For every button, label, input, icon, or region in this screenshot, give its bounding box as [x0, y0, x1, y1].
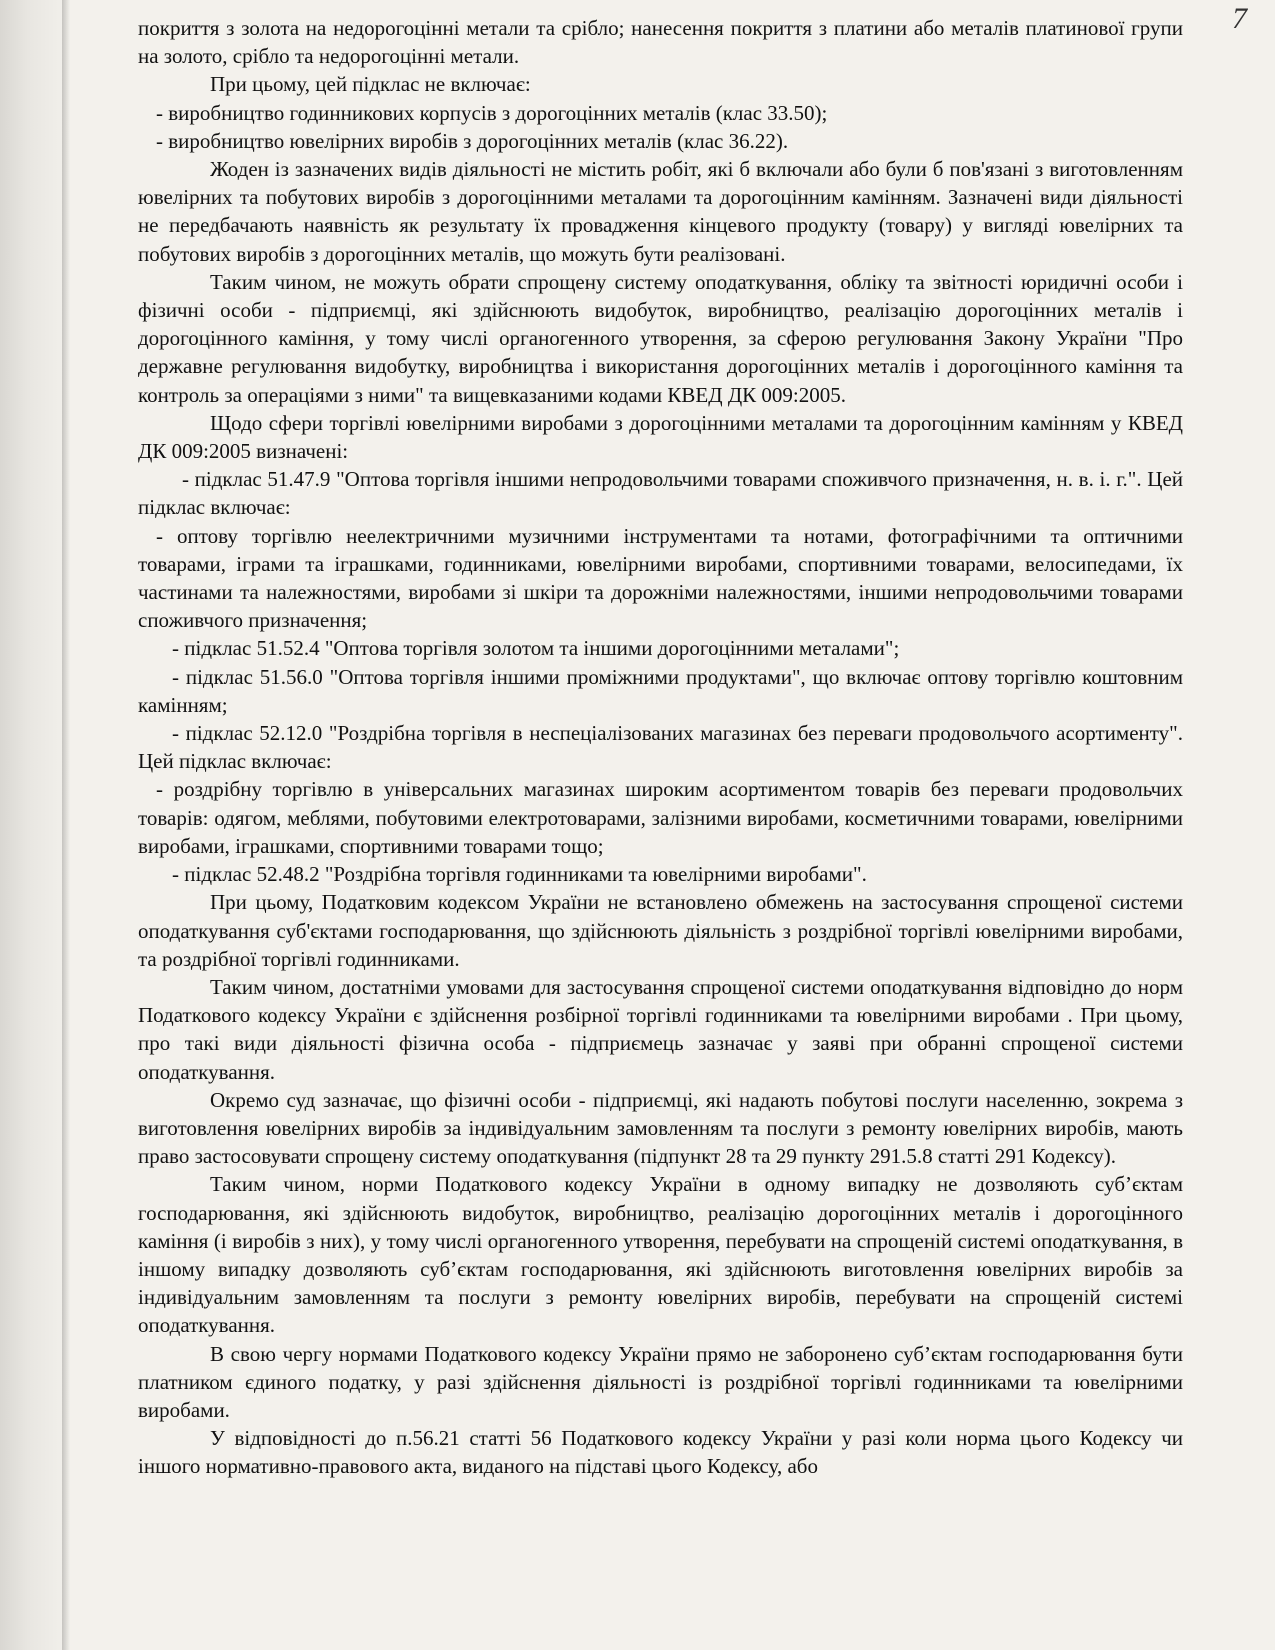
list-item: - підклас 52.48.2 "Роздрібна торгівля годинниками та ювелірними виробами". [172, 862, 867, 887]
list-item: - підклас 51.56.0 "Оптова торгівля іншими проміжними продуктами", що включає оптову торгівлю коштовним камінням; [138, 664, 1183, 717]
list-item: - оптову торгівлю неелектричними музичними інструментами та нотами, фотографічними та оптичними товарами, іграми та іграшками, годинниками, ювелірними виробами, спортивними товарами, велосипедами, їх частинами та належностями, виробами зі шкіри та дорожніми належностями, іншими непродовольчими товарами споживчого призначення; [138, 523, 1183, 633]
paragraph: Таким чином, норми Податкового кодексу України в одному випадку не дозволяють суб’єктам господарювання, які здійснюють видобуток, виробництво, реалізацію дорогоцінних металів і дорогоцінного каміння (і виробів з них), у тому числі органогенного утворення, перебувати на спрощеній системі оподаткування, в іншому випадку дозволяють суб’єктам господарювання, які здійснюють виготовлення ювелірних виробів за індивідуальним замовленням та послуги з ремонту ювелірних виробів, перебувати на спрощеній системі оподаткування. [138, 1172, 1183, 1338]
paragraph: покриття з золота на недорогоцінні метали та срібло; нанесення покриття з платини або металів платинової групи на золото, срібло та недорогоцінні метали. [138, 16, 1183, 69]
list-item: - підклас 51.47.9 "Оптова торгівля іншими непродовольчими товарами споживчого призначення, н. в. і. г.". Цей підклас включає: [138, 467, 1183, 520]
paragraph: Таким чином, достатніми умовами для застосування спрощеної системи оподаткування відповідно до норм Податкового кодексу України є здійснення розбірної торгівлі годинниками та ювелірними виробами . При цьому, про такі види діяльності фізична особа - підприємець зазначає у заяві при обранні спрощеної системи оподаткування. [138, 974, 1183, 1084]
scan-binding-shadow [62, 0, 70, 1650]
list-item: - підклас 52.12.0 "Роздрібна торгівля в неспеціалізованих магазинах без переваги продовольчого асортименту". Цей підклас включає: [138, 721, 1183, 774]
paragraph: Таким чином, не можуть обрати спрощену систему оподаткування, обліку та звітності юридичні особи і фізичні особи - підприємці, які здійснюють видобуток, виробництво, реалізацію дорогоцінних металів і дорогоцінного каміння, у тому числі органогенного утворення, за сферою регулювання Закону України "Про державне регулювання видобутку, виробництва і використання дорогоцінних металів і дорогоцінного каміння та контроль за операціями з ними" та вищевказаними кодами КВЕД ДК 009:2005. [138, 269, 1183, 407]
list-item: - роздрібну торгівлю в універсальних магазинах широким асортиментом товарів без переваги продовольчих товарів: одягом, меблями, побутовими електротоварами, залізними виробами, косметичними товарами, ювелірними виробами, іграшками, спортивними товарами тощо; [138, 777, 1183, 858]
paragraph: Жоден із зазначених видів діяльності не містить робіт, які б включали або були б пов'язані з виготовленням ювелірних та побутових виробів з дорогоцінними металами та дорогоцінним камінням. Зазначені види діяльності не передбачають наявність як результату їх провадження кінцевого продукту (товару) у вигляді ювелірних та побутових виробів з дорогоцінних металів, що можуть бути реалізовані. [138, 157, 1183, 266]
paragraph: Окремо суд зазначає, що фізичні особи - підприємці, які надають побутові послуги населенню, зокрема з виготовлення ювелірних виробів за індивідуальним замовленням та послуги з ремонту ювелірних виробів, мають право застосовувати спрощену систему оподаткування (підпункт 28 та 29 пункту 291.5.8 статті 291 Кодексу). [138, 1087, 1183, 1169]
page-number: 7 [1232, 2, 1247, 35]
paragraph: У відповідності до п.56.21 статті 56 Податкового кодексу України у разі коли норма цього Кодексу чи іншого нормативно-правового акта, виданого на підставі цього Кодексу, або [138, 1426, 1183, 1479]
scan-binding-edge [0, 0, 70, 1650]
paragraph: При цьому, Податковим кодексом України не встановлено обмежень на застосування спрощеної системи оподаткування суб'єктами господарювання, що здійснюють діяльність з роздрібної торгівлі ювелірними виробами, та роздрібної торгівлі годинниками. [138, 890, 1183, 971]
paragraph: Щодо сфери торгівлі ювелірними виробами з дорогоцінними металами та дорогоцінним камінням у КВЕД ДК 009:2005 визначені: [138, 410, 1183, 464]
list-item: - виробництво годинникових корпусів з дорогоцінних металів (клас 33.50); [156, 100, 828, 125]
paragraph: При цьому, цей підклас не включає: [210, 72, 531, 97]
paragraph: В свою чергу нормами Податкового кодексу України прямо не заборонено суб’єктам господарювання бути платником єдиного податку, у разі здійснення діяльності із роздрібної торгівлі годинниками та ювелірними виробами. [138, 1341, 1183, 1422]
list-item: - виробництво ювелірних виробів з дорогоцінних металів (клас 36.22). [156, 128, 789, 153]
document-body [138, 14, 1183, 1481]
list-item: - підклас 51.52.4 "Оптова торгівля золотом та іншими дорогоцінними металами"; [172, 636, 900, 661]
